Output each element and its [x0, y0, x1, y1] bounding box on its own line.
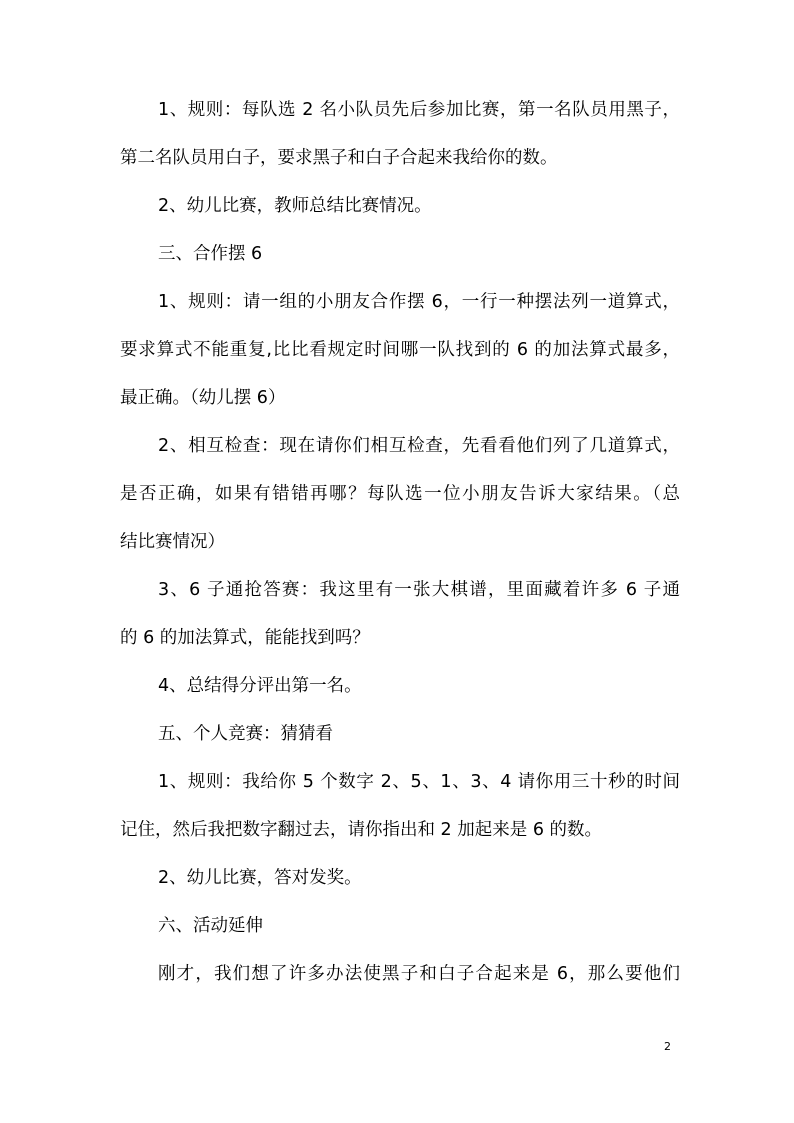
text-line: 要求算式不能重复,比比看规定时间哪一队找到的 6 的加法算式最多， — [120, 340, 680, 360]
text-line: 1、规则：请一组的小朋友合作摆 6，一行一种摆法列一道算式， — [158, 292, 680, 312]
paragraph-prizes — [120, 854, 680, 902]
section-heading-cooperate — [120, 230, 680, 278]
page-number: 2 — [664, 1040, 671, 1053]
text-line: 3、6 子通抢答赛：我这里有一张大棋谱，里面藏着许多 6 子通 — [158, 580, 680, 600]
text-line: 结比赛情况） — [120, 532, 225, 552]
text-line: 4、总结得分评出第一名。 — [158, 676, 362, 696]
text-line: 五、个人竞赛：猜猜看 — [158, 724, 333, 744]
text-line: 是否正确，如果有错错再哪？每队选一位小朋友告诉大家结果。（总 — [120, 484, 680, 504]
text-line: 最正确。（幼儿摆 6） — [120, 388, 286, 408]
text-line: 2、幼儿比赛，教师总结比赛情况。 — [158, 196, 432, 216]
text-line: 2、相互检查：现在请你们相互检查，先看看他们列了几道算式， — [158, 436, 680, 456]
text-line: 1、规则：我给你 5 个数字 2、5、1、3、4 请你用三十秒的时间 — [158, 772, 680, 792]
text-line: 六、活动延伸 — [158, 916, 263, 936]
text-line: 第二名队员用白子，要求黑子和白子合起来我给你的数。 — [120, 148, 558, 168]
paragraph-summary — [120, 662, 680, 710]
text-line: 2、幼儿比赛，答对发奖。 — [158, 868, 362, 888]
paragraph-mutual-check — [120, 422, 680, 566]
paragraph-extension — [120, 950, 680, 998]
paragraph-child-competition — [120, 182, 680, 230]
paragraph-rules-1 — [120, 86, 680, 182]
paragraph-quick-answer — [120, 566, 680, 662]
text-line: 的 6 的加法算式，能能找到吗？ — [120, 628, 370, 648]
paragraph-rules-3 — [120, 758, 680, 854]
text-line: 三、合作摆 6 — [158, 244, 263, 264]
paragraph-rules-2 — [120, 278, 680, 422]
section-heading-individual — [120, 710, 680, 758]
text-line: 记住，然后我把数字翻过去，请你指出和 2 加起来是 6 的数。 — [120, 820, 603, 840]
text-line: 1、规则：每队选 2 名小队员先后参加比赛，第一名队员用黑子， — [158, 100, 680, 120]
text-line: 刚才，我们想了许多办法使黑子和白子合起来是 6，那么要他们 — [158, 964, 680, 984]
section-heading-extension — [120, 902, 680, 950]
